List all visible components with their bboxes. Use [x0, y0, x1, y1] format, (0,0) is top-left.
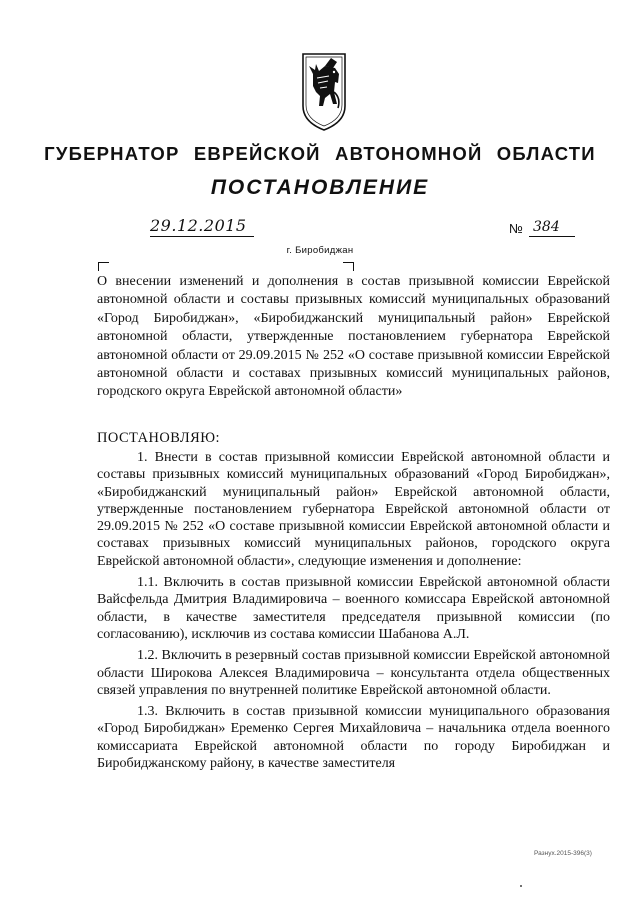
subject-bracket-left: [98, 262, 109, 271]
number-label: №: [509, 221, 523, 236]
subject-bracket-right: [343, 262, 354, 271]
subject-text: О внесении изменений и дополнения в состав призывной комиссии Еврейской автономной области и составы призывных комиссий муниципальных образований «Город Биробиджан», «Биробиджанский муниципальный район» Еврейской автономной области, утвержденные постановлением губернатора Еврейской автономной области от 29.09.2015 № 252 «О составе призывной комиссии Еврейской автономной области и составах призывных комиссий муниципальных районов, городского округа Еврейской автономной области»: [97, 274, 610, 400]
footer-registration-mark: Разнух.2015-396(3): [534, 850, 592, 857]
authority-title: ГУБЕРНАТОР ЕВРЕЙСКОЙ АВТОНОМНОЙ ОБЛАСТИ: [44, 143, 596, 164]
city-name: г. Биробиджан: [286, 245, 354, 256]
number-value-box: [529, 219, 575, 237]
paragraph-1-1: 1.1. Включить в состав призывной комиссии Еврейской автономной области Вайсфельда Дмитрия Владимировича – военного комиссара Еврейской автономной области, в качестве заместителя председателя призывной комиссии (по согласованию), исключив из состава комиссии Шабанова А.Л.: [97, 575, 610, 642]
scan-speck: [520, 885, 522, 887]
date-underline: [150, 236, 254, 237]
paragraph-1-2: 1.2. Включить в резервный состав призывной комиссии Еврейской автономной области Широкова Алексея Владимировича – консультанта отдела общественных связей управления по внутренней политике Еврейской автономной области.: [97, 648, 610, 698]
resolution-body: [97, 449, 610, 776]
paragraph-1: 1. Внести в состав призывной комиссии Еврейской автономной области и составы призывных комиссий муниципальных образований «Город Биробиджан», «Биробиджанский муниципальный район» Еврейской автономной области, утвержденные постановлением губернатора Еврейской автономной области от 29.09.2015 № 252 «О составе призывной комиссии Еврейской автономной области и составах призывных комиссий муниципальных районов, городского округа Еврейской автономной области», следующие изменения и дополнение:: [97, 450, 610, 569]
coat-of-arms-icon: [301, 52, 347, 132]
document-date: 29.12.2015: [150, 216, 247, 235]
document-number: 384: [533, 219, 560, 235]
number-field: [509, 219, 575, 237]
document-type-title: ПОСТАНОВЛЕНИЕ: [210, 176, 430, 199]
decree-heading: ПОСТАНОВЛЯЮ:: [97, 430, 221, 446]
date-field: [150, 217, 254, 237]
paragraph-1-3: 1.3. Включить в состав призывной комиссии муниципального образования «Город Биробиджан» Еременко Сергея Михайловича – начальника отдела военного комиссариата Еврейской автономной области по городу Биробиджан и Биробиджанскому району, в качестве заместителя: [97, 704, 610, 772]
number-underline: [529, 236, 575, 237]
